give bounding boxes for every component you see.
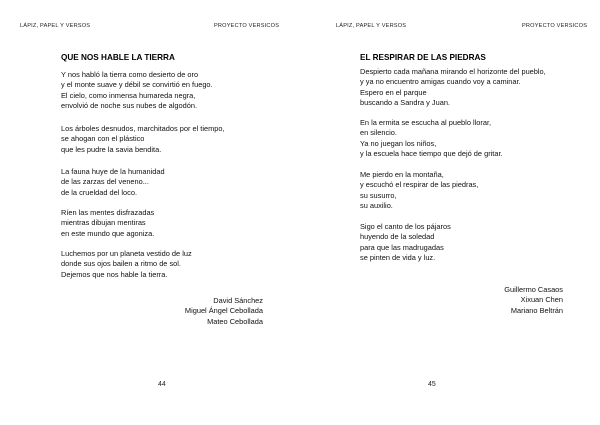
poem-line: Ríen las mentes disfrazadas (61, 208, 155, 217)
author-name: Miguel Ángel Cebollada (184, 306, 263, 316)
poem-line: se pinten de vida y luz. (360, 253, 436, 263)
poem-stanza (61, 167, 165, 198)
poem-stanza (61, 249, 192, 280)
header-right-text: PROYECTO VERSICOS (522, 23, 588, 29)
poem-line: Me pierdo en la montaña, (360, 170, 444, 179)
right-page (300, 0, 600, 425)
author-name: Xixuan Chen (520, 295, 563, 305)
poem-line: Y nos habló la tierra como desierto de oro (61, 70, 199, 79)
poem-line: y ya no encuentro amigas cuando voy a caminar. (360, 77, 521, 87)
poem-line: en silencio. (360, 128, 397, 138)
poem-line: para que las madrugadas (360, 242, 444, 252)
page-number: 44 (158, 381, 166, 388)
header-left-text: LÁPIZ, PAPEL Y VERSOS (20, 23, 91, 29)
poem-line: envolvió de noche sus nubes de algodón. (61, 101, 198, 111)
poem-line: en este mundo que agoniza. (61, 228, 155, 238)
poem-line: su susurro, (360, 190, 397, 200)
poem-line: La fauna huye de la humanidad (61, 167, 165, 176)
author-list (504, 285, 563, 316)
poem-line: Espero en el parque (360, 87, 427, 97)
author-list (185, 296, 263, 327)
poem-line: Sigo el canto de los pájaros (360, 222, 451, 231)
poem-line: y el monte suave y débil se convirtió en fuego. (61, 80, 213, 90)
poem-line: Luchemos por un planeta vestido de luz (61, 249, 192, 258)
poem-line: y escuchó el respirar de las piedras, (360, 180, 479, 190)
poem-stanza (61, 124, 225, 155)
poem-line: Despierto cada mañana mirando el horizonte del pueblo, (360, 67, 546, 76)
poem-line: buscando a Sandra y Juan. (360, 98, 450, 108)
header-left-text: LÁPIZ, PAPEL Y VERSOS (336, 23, 407, 29)
poem-line: que les pudre la savia bendita. (61, 144, 162, 154)
poem-line: huyendo de la soledad (360, 232, 435, 242)
poem-stanza (360, 118, 503, 160)
author-name: Guillermo Casaos (504, 285, 563, 294)
poem-line: donde sus ojos bailen a ritmo de sol. (61, 259, 181, 269)
poem-line: de las zarzas del veneno... (61, 177, 149, 187)
poem-line: mientras dibujan mentiras (61, 218, 146, 228)
poem-stanza (61, 70, 213, 112)
poem-line: y la escuela hace tiempo que dejó de gritar. (360, 149, 503, 159)
poem-stanza (360, 222, 451, 264)
header-right-text: PROYECTO VERSICOS (214, 23, 280, 29)
page-number: 45 (428, 381, 436, 388)
poem-line: de la crueldad del loco. (61, 187, 138, 197)
author-name: David Sánchez (213, 296, 263, 305)
author-name: Mariano Beltrán (510, 305, 563, 315)
poem-stanza (360, 170, 478, 212)
poem-title: EL RESPIRAR DE LAS PIEDRAS (360, 53, 486, 62)
poem-line: En la ermita se escucha al pueblo llorar, (360, 118, 492, 127)
poem-line: se ahogan con el plástico (61, 134, 145, 144)
poem-stanza (360, 67, 546, 109)
poem-line: su auxilio. (360, 201, 393, 211)
poem-line: Ya no juegan los niños, (360, 138, 437, 148)
poem-line: Dejemos que nos hable la tierra. (61, 269, 168, 279)
poem-line: Los árboles desnudos, marchitados por el tiempo, (61, 124, 225, 133)
poem-title: QUE NOS HABLE LA TIERRA (61, 53, 175, 62)
poem-stanza (61, 208, 154, 239)
poem-line: El cielo, como inmensa humareda negra, (61, 90, 196, 100)
author-name: Mateo Cebollada (207, 316, 263, 326)
